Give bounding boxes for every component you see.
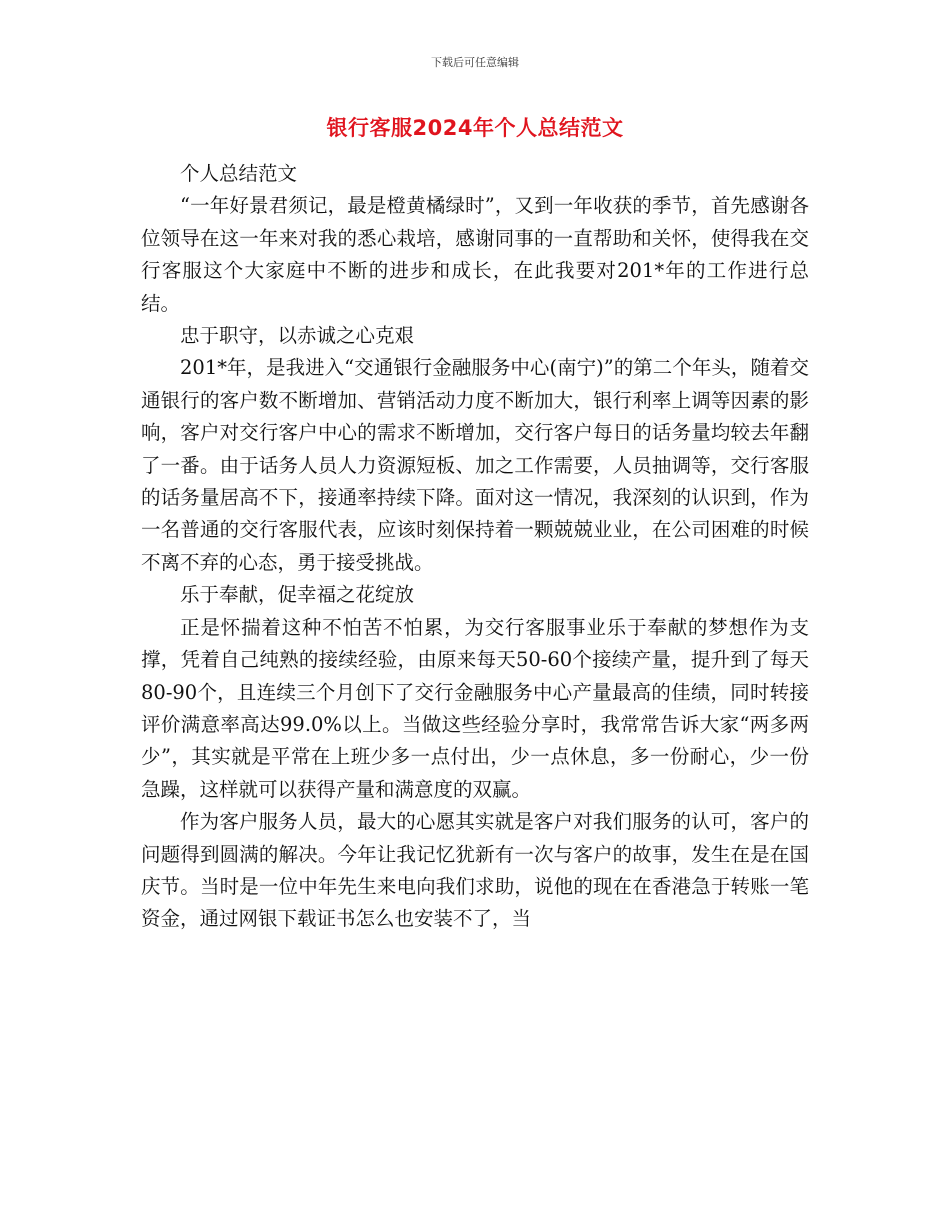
section-heading-loyalty: 忠于职守，以赤诚之心克艰: [180, 324, 415, 348]
paragraph-opening: “一年好景君须记，最是橙黄橘绿时”，又到一年收获的季节，首先感谢各位领导在这一年来对我的悉心栽培，感谢同事的一直帮助和关怀，使得我在交行客服这个大家庭中不断的进步和成长，在此我要对201*年的工作进行总结。: [141, 194, 809, 315]
header-note: 下载后可任意编辑: [431, 56, 519, 69]
paragraph-dedication: 正是怀揣着这种不怕苦不怕累，为交行客服事业乐于奉献的梦想作为支撑，凭着自己纯熟的接续经验，由原来每天50-60个接续产量，提升到了每天80-90个，且连续三个月创下了交行金融服务中心产量最高的佳绩，同时转接评价满意率高达99.0%以上。当做这些经验分享时，我常常告诉大家“两多两少”，其实就是平常在上班少多一点付出，少一点休息，多一份耐心，少一份急躁，这样就可以获得产量和满意度的双赢。: [141, 615, 809, 801]
document-title: 银行客服2024年个人总结范文: [326, 116, 624, 140]
paragraph-customer-story: 作为客户服务人员，最大的心愿其实就是客户对我们服务的认可，客户的问题得到圆满的解决。今年让我记忆犹新有一次与客户的故事，发生在是在国庆节。当时是一位中年先生来电向我们求助，说他的现在在香港急于转账一笔资金，通过网银下载证书怎么也安装不了，当: [141, 810, 809, 931]
paragraph-loyalty: 201*年，是我进入“交通银行金融服务中心(南宁)”的第二个年头，随着交通银行的客户数不断增加、营销活动力度不断加大，银行利率上调等因素的影响，客户对交行客户中心的需求不断增加，交行客户每日的话务量均较去年翻了一番。由于话务人员人力资源短板、加之工作需要，人员抽调等，交行客服的话务量居高不下，接通率持续下降。面对这一情况，我深刻的认识到，作为一名普通的交行客服代表，应该时刻保持着一颗兢兢业业，在公司困难的时候不离不弃的心态，勇于接受挑战。: [141, 356, 809, 574]
section-heading-intro: 个人总结范文: [180, 162, 298, 185]
document-body: [141, 158, 809, 936]
section-heading-dedication: 乐于奉献，促幸福之花绽放: [180, 583, 415, 607]
